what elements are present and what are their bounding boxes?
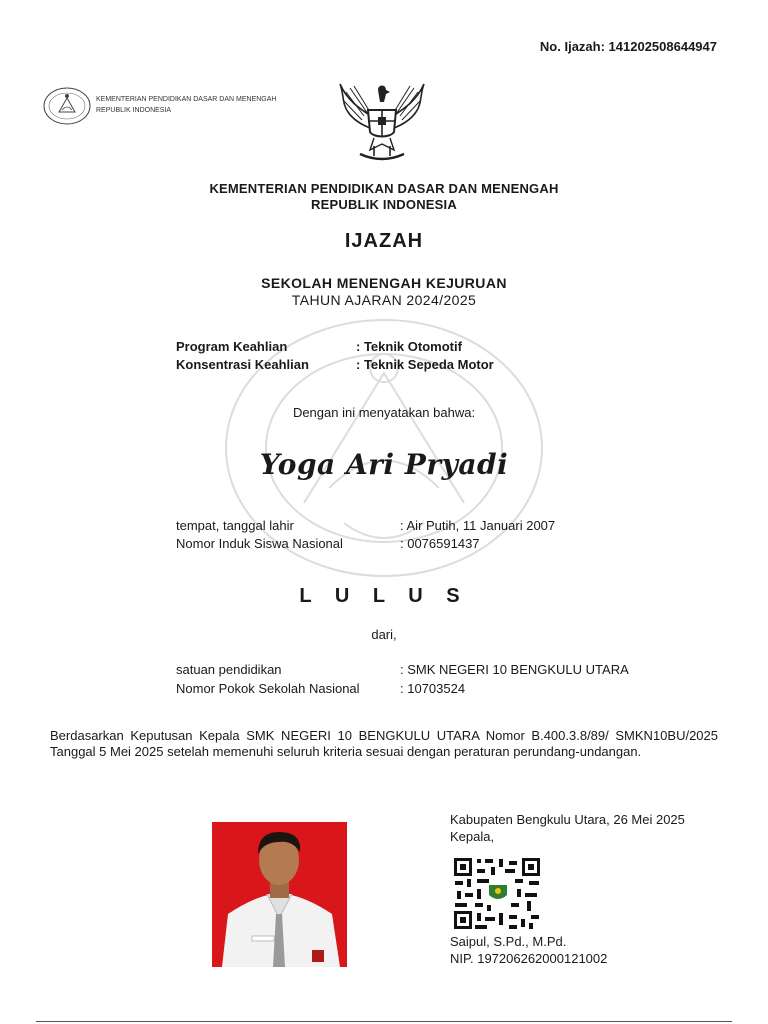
- school-unit-row: satuan pendidikan : SMK NEGERI 10 BENGKULU UTARA: [176, 662, 629, 677]
- signatory-name: Saipul, S.Pd., M.Pd.: [450, 934, 567, 949]
- concentration-row: Konsentrasi Keahlian : Teknik Sepeda Motor: [176, 357, 494, 372]
- program-row: Program Keahlian : Teknik Otomotif: [176, 339, 462, 354]
- school-year: TAHUN AJARAN 2024/2025: [291, 292, 477, 308]
- student-photo: [212, 822, 347, 967]
- from-label: dari,: [371, 627, 397, 642]
- decision-paragraph: Berdasarkan Keputusan Kepala SMK NEGERI 10 BENGKULU UTARA Nomor B.400.3.8/89/ SMKN10BU/2025 Tanggal 5 Mei 2025 setelah memenuhi seluruh kriteria sesuai dengan peraturan perundang-undangan.: [50, 728, 718, 759]
- signatory-nip: NIP. 197206262000121002: [450, 951, 608, 966]
- statement-text: Dengan ini menyatakan bahwa:: [292, 405, 476, 420]
- document-number: No. Ijazah: 141202508644947: [539, 39, 717, 54]
- school-type: SEKOLAH MENENGAH KEJURUAN: [261, 275, 507, 291]
- ministry-logo-icon: [42, 86, 92, 126]
- signature-role: Kepala,: [450, 829, 495, 844]
- nisn-row: Nomor Induk Siswa Nasional : 0076591437: [176, 536, 480, 551]
- graduation-result: L U L U S: [299, 585, 469, 607]
- qr-code-icon: [453, 857, 541, 930]
- signature-place-date: Kabupaten Bengkulu Utara, 26 Mei 2025: [450, 812, 685, 827]
- npsn-row: Nomor Pokok Sekolah Nasional : 10703524: [176, 681, 466, 696]
- birth-row: tempat, tanggal lahir : Air Putih, 11 Januari 2007: [176, 518, 556, 533]
- bottom-divider: [36, 1021, 732, 1022]
- ministry-heading: KEMENTERIAN PENDIDIKAN DASAR DAN MENENGAH REPUBLIK INDONESIA: [209, 181, 559, 212]
- document-title: IJAZAH: [344, 230, 424, 252]
- garuda-emblem-icon: [334, 80, 430, 164]
- student-name: Yoga Ari Pryadi: [259, 448, 509, 481]
- logo-caption: KEMENTERIAN PENDIDIKAN DASAR DAN MENENGAH REPUBLIK INDONESIA: [96, 96, 277, 114]
